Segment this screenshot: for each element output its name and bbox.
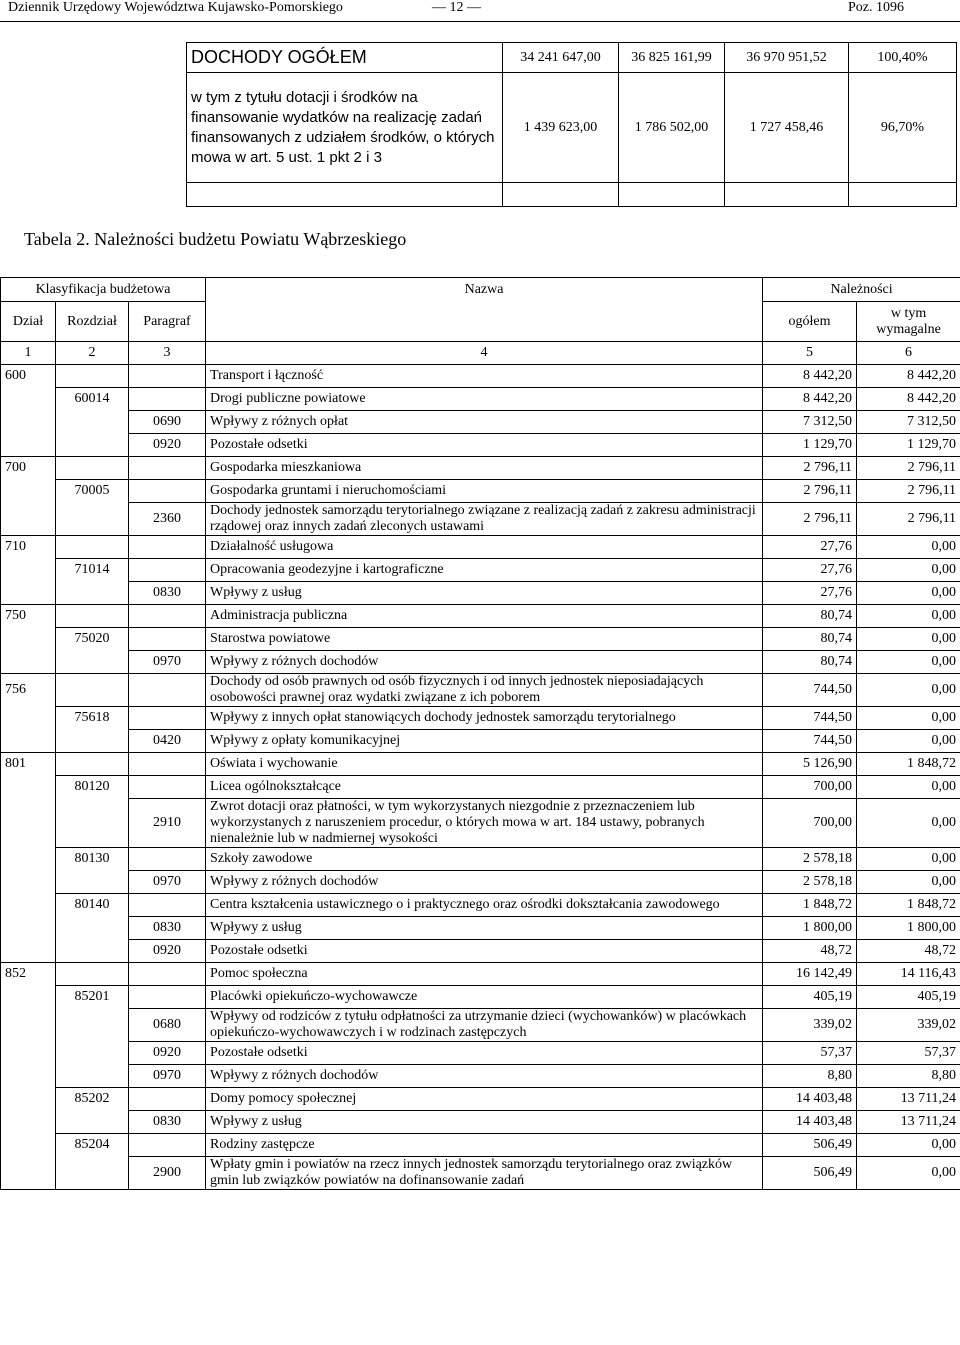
table-row bbox=[1, 559, 960, 582]
chapter-cell bbox=[56, 730, 129, 753]
section-cell bbox=[1, 1042, 56, 1065]
summary-label: DOCHODY OGÓŁEM bbox=[187, 43, 503, 73]
name-cell: Starostwa powiatowe bbox=[206, 628, 763, 651]
total-cell: 506,49 bbox=[763, 1134, 857, 1157]
total-cell: 80,74 bbox=[763, 628, 857, 651]
due-cell: 57,37 bbox=[857, 1042, 960, 1065]
section-cell bbox=[1, 871, 56, 894]
name-cell: Dochody od osób prawnych od osób fizycznych i od innych jednostek nieposiadających osobowości prawnej oraz wydatki związane z ich poborem bbox=[206, 674, 763, 707]
section-cell: 700 bbox=[1, 457, 56, 480]
total-cell: 27,76 bbox=[763, 582, 857, 605]
table-row bbox=[1, 1042, 960, 1065]
name-cell: Wpływy z opłaty komunikacyjnej bbox=[206, 730, 763, 753]
paragraph-cell bbox=[129, 536, 206, 559]
summary-label: w tym z tytułu dotacji i środków na finansowanie wydatków na realizację zadań finansowanych z udziałem środków, o których mowa w art. 5 ust. 1 pkt 2 i 3 bbox=[187, 73, 503, 183]
table-row bbox=[1, 986, 960, 1009]
name-cell: Centra kształcenia ustawicznego o i praktycznego oraz ośrodki dokształcania zawodowego bbox=[206, 894, 763, 917]
due-cell: 48,72 bbox=[857, 940, 960, 963]
column-number: 4 bbox=[206, 342, 763, 365]
chapter-cell bbox=[56, 536, 129, 559]
section-cell bbox=[1, 776, 56, 799]
section-cell bbox=[1, 730, 56, 753]
paragraph-cell bbox=[129, 559, 206, 582]
table-row bbox=[1, 776, 960, 799]
total-cell: 2 796,11 bbox=[763, 480, 857, 503]
paragraph-cell bbox=[129, 707, 206, 730]
summary-value: 1 786 502,00 bbox=[619, 73, 725, 183]
total-cell: 48,72 bbox=[763, 940, 857, 963]
section-cell bbox=[1, 1157, 56, 1190]
chapter-cell bbox=[56, 457, 129, 480]
total-cell: 27,76 bbox=[763, 536, 857, 559]
table-row bbox=[1, 753, 960, 776]
column-number: 2 bbox=[56, 342, 129, 365]
section-header: Dział bbox=[1, 302, 56, 342]
section-cell: 600 bbox=[1, 365, 56, 388]
chapter-cell bbox=[56, 1042, 129, 1065]
table-row bbox=[1, 1065, 960, 1088]
paragraph-cell: 0420 bbox=[129, 730, 206, 753]
name-cell: Gospodarka mieszkaniowa bbox=[206, 457, 763, 480]
total-cell: 1 800,00 bbox=[763, 917, 857, 940]
section-cell bbox=[1, 917, 56, 940]
section-cell bbox=[1, 940, 56, 963]
name-cell: Dochody jednostek samorządu terytorialnego związane z realizacją zadań z zakresu administracji rządowej oraz innych zadań zleconych ustawami bbox=[206, 503, 763, 536]
section-cell bbox=[1, 799, 56, 848]
table-row bbox=[1, 365, 960, 388]
due-cell: 0,00 bbox=[857, 674, 960, 707]
name-cell: Wpłaty gmin i powiatów na rzecz innych jednostek samorządu terytorialnego oraz związków gmin lub związków powiatów na dofinansowanie zadań bbox=[206, 1157, 763, 1190]
name-cell: Wpływy z usług bbox=[206, 582, 763, 605]
chapter-cell bbox=[56, 799, 129, 848]
chapter-header: Rozdział bbox=[56, 302, 129, 342]
table-row bbox=[1, 651, 960, 674]
total-cell: 7 312,50 bbox=[763, 411, 857, 434]
paragraph-cell: 0920 bbox=[129, 1042, 206, 1065]
total-header: ogółem bbox=[763, 302, 857, 342]
receivables-table bbox=[0, 277, 960, 1190]
table-row bbox=[1, 434, 960, 457]
total-cell: 8,80 bbox=[763, 1065, 857, 1088]
total-cell: 339,02 bbox=[763, 1009, 857, 1042]
due-cell: 2 796,11 bbox=[857, 503, 960, 536]
due-cell: 2 796,11 bbox=[857, 457, 960, 480]
paragraph-cell: 0680 bbox=[129, 1009, 206, 1042]
chapter-cell: 70005 bbox=[56, 480, 129, 503]
section-cell bbox=[1, 848, 56, 871]
table-row bbox=[1, 388, 960, 411]
name-cell: Gospodarka gruntami i nieruchomościami bbox=[206, 480, 763, 503]
table-row bbox=[1, 707, 960, 730]
summary-value: 36 970 951,52 bbox=[725, 43, 849, 73]
chapter-cell: 85202 bbox=[56, 1088, 129, 1111]
table-row bbox=[1, 411, 960, 434]
total-cell: 2 578,18 bbox=[763, 848, 857, 871]
chapter-cell bbox=[56, 434, 129, 457]
paragraph-cell bbox=[129, 894, 206, 917]
chapter-cell bbox=[56, 1065, 129, 1088]
total-cell: 1 848,72 bbox=[763, 894, 857, 917]
due-cell: 0,00 bbox=[857, 605, 960, 628]
chapter-cell: 80120 bbox=[56, 776, 129, 799]
table-row bbox=[1, 1111, 960, 1134]
position-number: Poz. 1096 bbox=[848, 0, 904, 15]
name-cell: Opracowania geodezyjne i kartograficzne bbox=[206, 559, 763, 582]
due-cell: 0,00 bbox=[857, 1134, 960, 1157]
section-cell bbox=[1, 1111, 56, 1134]
due-cell: 405,19 bbox=[857, 986, 960, 1009]
chapter-cell bbox=[56, 1009, 129, 1042]
chapter-cell bbox=[56, 753, 129, 776]
summary-percent: 100,40% bbox=[849, 43, 957, 73]
table-row bbox=[1, 605, 960, 628]
paragraph-cell: 0920 bbox=[129, 940, 206, 963]
paragraph-cell: 0970 bbox=[129, 871, 206, 894]
name-cell: Wpływy z różnych dochodów bbox=[206, 871, 763, 894]
name-cell: Działalność usługowa bbox=[206, 536, 763, 559]
paragraph-cell: 2360 bbox=[129, 503, 206, 536]
due-cell: 0,00 bbox=[857, 536, 960, 559]
paragraph-cell: 0970 bbox=[129, 651, 206, 674]
due-cell: 0,00 bbox=[857, 799, 960, 848]
section-cell bbox=[1, 651, 56, 674]
paragraph-cell bbox=[129, 628, 206, 651]
due-cell: 8,80 bbox=[857, 1065, 960, 1088]
chapter-cell bbox=[56, 1111, 129, 1134]
receivables-header: Należności bbox=[763, 278, 960, 302]
name-cell: Pozostałe odsetki bbox=[206, 434, 763, 457]
paragraph-cell bbox=[129, 753, 206, 776]
name-cell: Administracja publiczna bbox=[206, 605, 763, 628]
section-cell: 852 bbox=[1, 963, 56, 986]
paragraph-cell bbox=[129, 605, 206, 628]
name-cell: Zwrot dotacji oraz płatności, w tym wykorzystanych niezgodnie z przeznaczeniem lub wykorzystanych z naruszeniem procedur, o których mowa w art. 184 ustawy, pobranych nienależnie lub w nadmiernej wysokości bbox=[206, 799, 763, 848]
total-cell: 744,50 bbox=[763, 730, 857, 753]
paragraph-cell bbox=[129, 388, 206, 411]
name-cell: Pomoc społeczna bbox=[206, 963, 763, 986]
table-row bbox=[1, 1088, 960, 1111]
name-cell: Pozostałe odsetki bbox=[206, 940, 763, 963]
table-row bbox=[1, 1157, 960, 1190]
due-cell: 8 442,20 bbox=[857, 388, 960, 411]
table-row bbox=[1, 628, 960, 651]
total-cell: 14 403,48 bbox=[763, 1088, 857, 1111]
section-cell bbox=[1, 1009, 56, 1042]
section-cell: 801 bbox=[1, 753, 56, 776]
total-cell: 80,74 bbox=[763, 605, 857, 628]
total-cell: 2 796,11 bbox=[763, 457, 857, 480]
header-row-1 bbox=[1, 278, 960, 302]
summary-value: 34 241 647,00 bbox=[503, 43, 619, 73]
page-number: — 12 — bbox=[432, 0, 481, 15]
section-cell bbox=[1, 986, 56, 1009]
chapter-cell bbox=[56, 503, 129, 536]
column-number: 6 bbox=[857, 342, 960, 365]
due-cell: 1 800,00 bbox=[857, 917, 960, 940]
column-number: 5 bbox=[763, 342, 857, 365]
section-cell bbox=[1, 1088, 56, 1111]
paragraph-cell bbox=[129, 963, 206, 986]
table-row bbox=[1, 871, 960, 894]
chapter-cell bbox=[56, 871, 129, 894]
chapter-cell: 60014 bbox=[56, 388, 129, 411]
table-row bbox=[1, 582, 960, 605]
due-cell: 13 711,24 bbox=[857, 1111, 960, 1134]
paragraph-cell bbox=[129, 848, 206, 871]
chapter-cell bbox=[56, 674, 129, 707]
table-row bbox=[1, 963, 960, 986]
summary-value: 1 727 458,46 bbox=[725, 73, 849, 183]
name-cell: Oświata i wychowanie bbox=[206, 753, 763, 776]
chapter-cell bbox=[56, 365, 129, 388]
due-cell: 2 796,11 bbox=[857, 480, 960, 503]
chapter-cell: 75020 bbox=[56, 628, 129, 651]
table-row bbox=[1, 848, 960, 871]
summary-value: 1 439 623,00 bbox=[503, 73, 619, 183]
paragraph-cell: 0830 bbox=[129, 1111, 206, 1134]
name-cell: Wpływy z różnych dochodów bbox=[206, 1065, 763, 1088]
due-cell: 0,00 bbox=[857, 848, 960, 871]
section-cell bbox=[1, 894, 56, 917]
paragraph-cell bbox=[129, 365, 206, 388]
paragraph-cell: 0920 bbox=[129, 434, 206, 457]
summary-row-grants bbox=[187, 73, 957, 183]
table-row bbox=[1, 503, 960, 536]
name-cell: Wpływy z różnych opłat bbox=[206, 411, 763, 434]
summary-row-total bbox=[187, 43, 957, 73]
due-cell: 14 116,43 bbox=[857, 963, 960, 986]
total-cell: 2 578,18 bbox=[763, 871, 857, 894]
chapter-cell: 85201 bbox=[56, 986, 129, 1009]
paragraph-cell: 2910 bbox=[129, 799, 206, 848]
total-cell: 57,37 bbox=[763, 1042, 857, 1065]
journal-title: Dziennik Urzędowy Województwa Kujawsko-Pomorskiego bbox=[8, 0, 343, 15]
name-cell: Wpływy z różnych dochodów bbox=[206, 651, 763, 674]
paragraph-cell bbox=[129, 457, 206, 480]
total-cell: 8 442,20 bbox=[763, 365, 857, 388]
chapter-cell bbox=[56, 411, 129, 434]
paragraph-cell bbox=[129, 1134, 206, 1157]
due-header: w tym wymagalne bbox=[857, 302, 960, 342]
section-cell bbox=[1, 503, 56, 536]
table-row bbox=[1, 457, 960, 480]
table-row bbox=[1, 799, 960, 848]
due-cell: 0,00 bbox=[857, 776, 960, 799]
name-cell: Drogi publiczne powiatowe bbox=[206, 388, 763, 411]
section-cell bbox=[1, 707, 56, 730]
name-cell: Wpływy z usług bbox=[206, 1111, 763, 1134]
name-cell: Szkoły zawodowe bbox=[206, 848, 763, 871]
classification-header: Klasyfikacja budżetowa bbox=[1, 278, 206, 302]
paragraph-cell bbox=[129, 674, 206, 707]
table-caption: Tabela 2. Należności budżetu Powiatu Wąbrzeskiego bbox=[24, 229, 407, 249]
total-cell: 2 796,11 bbox=[763, 503, 857, 536]
due-cell: 0,00 bbox=[857, 871, 960, 894]
column-number: 3 bbox=[129, 342, 206, 365]
due-cell: 0,00 bbox=[857, 707, 960, 730]
chapter-cell bbox=[56, 917, 129, 940]
summary-table bbox=[186, 42, 957, 207]
page-header bbox=[0, 0, 960, 16]
table-row bbox=[1, 674, 960, 707]
total-cell: 405,19 bbox=[763, 986, 857, 1009]
total-cell: 27,76 bbox=[763, 559, 857, 582]
chapter-cell: 75618 bbox=[56, 707, 129, 730]
section-cell bbox=[1, 480, 56, 503]
name-cell: Placówki opiekuńczo-wychowawcze bbox=[206, 986, 763, 1009]
paragraph-cell: 0830 bbox=[129, 917, 206, 940]
total-cell: 700,00 bbox=[763, 776, 857, 799]
due-cell: 1 848,72 bbox=[857, 753, 960, 776]
due-cell: 0,00 bbox=[857, 628, 960, 651]
name-cell: Domy pomocy społecznej bbox=[206, 1088, 763, 1111]
section-cell bbox=[1, 411, 56, 434]
due-cell: 8 442,20 bbox=[857, 365, 960, 388]
chapter-cell bbox=[56, 1157, 129, 1190]
chapter-cell: 71014 bbox=[56, 559, 129, 582]
section-cell: 710 bbox=[1, 536, 56, 559]
due-cell: 7 312,50 bbox=[857, 411, 960, 434]
chapter-cell bbox=[56, 940, 129, 963]
column-number-row bbox=[1, 342, 960, 365]
chapter-cell bbox=[56, 582, 129, 605]
section-cell: 750 bbox=[1, 605, 56, 628]
paragraph-header: Paragraf bbox=[129, 302, 206, 342]
total-cell: 14 403,48 bbox=[763, 1111, 857, 1134]
total-cell: 744,50 bbox=[763, 707, 857, 730]
name-header: Nazwa bbox=[206, 278, 763, 342]
chapter-cell bbox=[56, 963, 129, 986]
chapter-cell bbox=[56, 651, 129, 674]
section-cell bbox=[1, 434, 56, 457]
total-cell: 8 442,20 bbox=[763, 388, 857, 411]
table-row bbox=[1, 1009, 960, 1042]
column-number: 1 bbox=[1, 342, 56, 365]
section-cell bbox=[1, 559, 56, 582]
summary-empty-row bbox=[187, 183, 957, 207]
paragraph-cell: 0830 bbox=[129, 582, 206, 605]
table-row bbox=[1, 730, 960, 753]
name-cell: Wpływy z usług bbox=[206, 917, 763, 940]
paragraph-cell bbox=[129, 480, 206, 503]
due-cell: 1 129,70 bbox=[857, 434, 960, 457]
table-row bbox=[1, 917, 960, 940]
name-cell: Wpływy z innych opłat stanowiących dochody jednostek samorządu terytorialnego bbox=[206, 707, 763, 730]
due-cell: 339,02 bbox=[857, 1009, 960, 1042]
summary-value: 36 825 161,99 bbox=[619, 43, 725, 73]
total-cell: 5 126,90 bbox=[763, 753, 857, 776]
total-cell: 1 129,70 bbox=[763, 434, 857, 457]
name-cell: Transport i łączność bbox=[206, 365, 763, 388]
paragraph-cell: 0690 bbox=[129, 411, 206, 434]
section-cell bbox=[1, 628, 56, 651]
section-cell: 756 bbox=[1, 674, 56, 707]
summary-percent: 96,70% bbox=[849, 73, 957, 183]
section-cell bbox=[1, 582, 56, 605]
paragraph-cell: 2900 bbox=[129, 1157, 206, 1190]
chapter-cell: 80130 bbox=[56, 848, 129, 871]
paragraph-cell bbox=[129, 1088, 206, 1111]
total-cell: 80,74 bbox=[763, 651, 857, 674]
table-row bbox=[1, 894, 960, 917]
table-row bbox=[1, 536, 960, 559]
section-cell bbox=[1, 1065, 56, 1088]
paragraph-cell bbox=[129, 986, 206, 1009]
due-cell: 1 848,72 bbox=[857, 894, 960, 917]
table-body bbox=[1, 365, 960, 1190]
chapter-cell bbox=[56, 605, 129, 628]
due-cell: 0,00 bbox=[857, 651, 960, 674]
total-cell: 16 142,49 bbox=[763, 963, 857, 986]
due-cell: 0,00 bbox=[857, 1157, 960, 1190]
name-cell: Wpływy od rodziców z tytułu odpłatności za utrzymanie dzieci (wychowanków) w placówkach opiekuńczo-wychowawczych i w rodzinach zastępczych bbox=[206, 1009, 763, 1042]
chapter-cell: 85204 bbox=[56, 1134, 129, 1157]
name-cell: Rodziny zastępcze bbox=[206, 1134, 763, 1157]
name-cell: Pozostałe odsetki bbox=[206, 1042, 763, 1065]
due-cell: 13 711,24 bbox=[857, 1088, 960, 1111]
total-cell: 744,50 bbox=[763, 674, 857, 707]
section-cell bbox=[1, 388, 56, 411]
header-divider bbox=[0, 21, 960, 22]
section-cell bbox=[1, 1134, 56, 1157]
paragraph-cell: 0970 bbox=[129, 1065, 206, 1088]
table-row bbox=[1, 940, 960, 963]
paragraph-cell bbox=[129, 776, 206, 799]
total-cell: 506,49 bbox=[763, 1157, 857, 1190]
table-row bbox=[1, 1134, 960, 1157]
due-cell: 0,00 bbox=[857, 582, 960, 605]
total-cell: 700,00 bbox=[763, 799, 857, 848]
due-cell: 0,00 bbox=[857, 730, 960, 753]
table-row bbox=[1, 480, 960, 503]
chapter-cell: 80140 bbox=[56, 894, 129, 917]
due-cell: 0,00 bbox=[857, 559, 960, 582]
name-cell: Licea ogólnokształcące bbox=[206, 776, 763, 799]
